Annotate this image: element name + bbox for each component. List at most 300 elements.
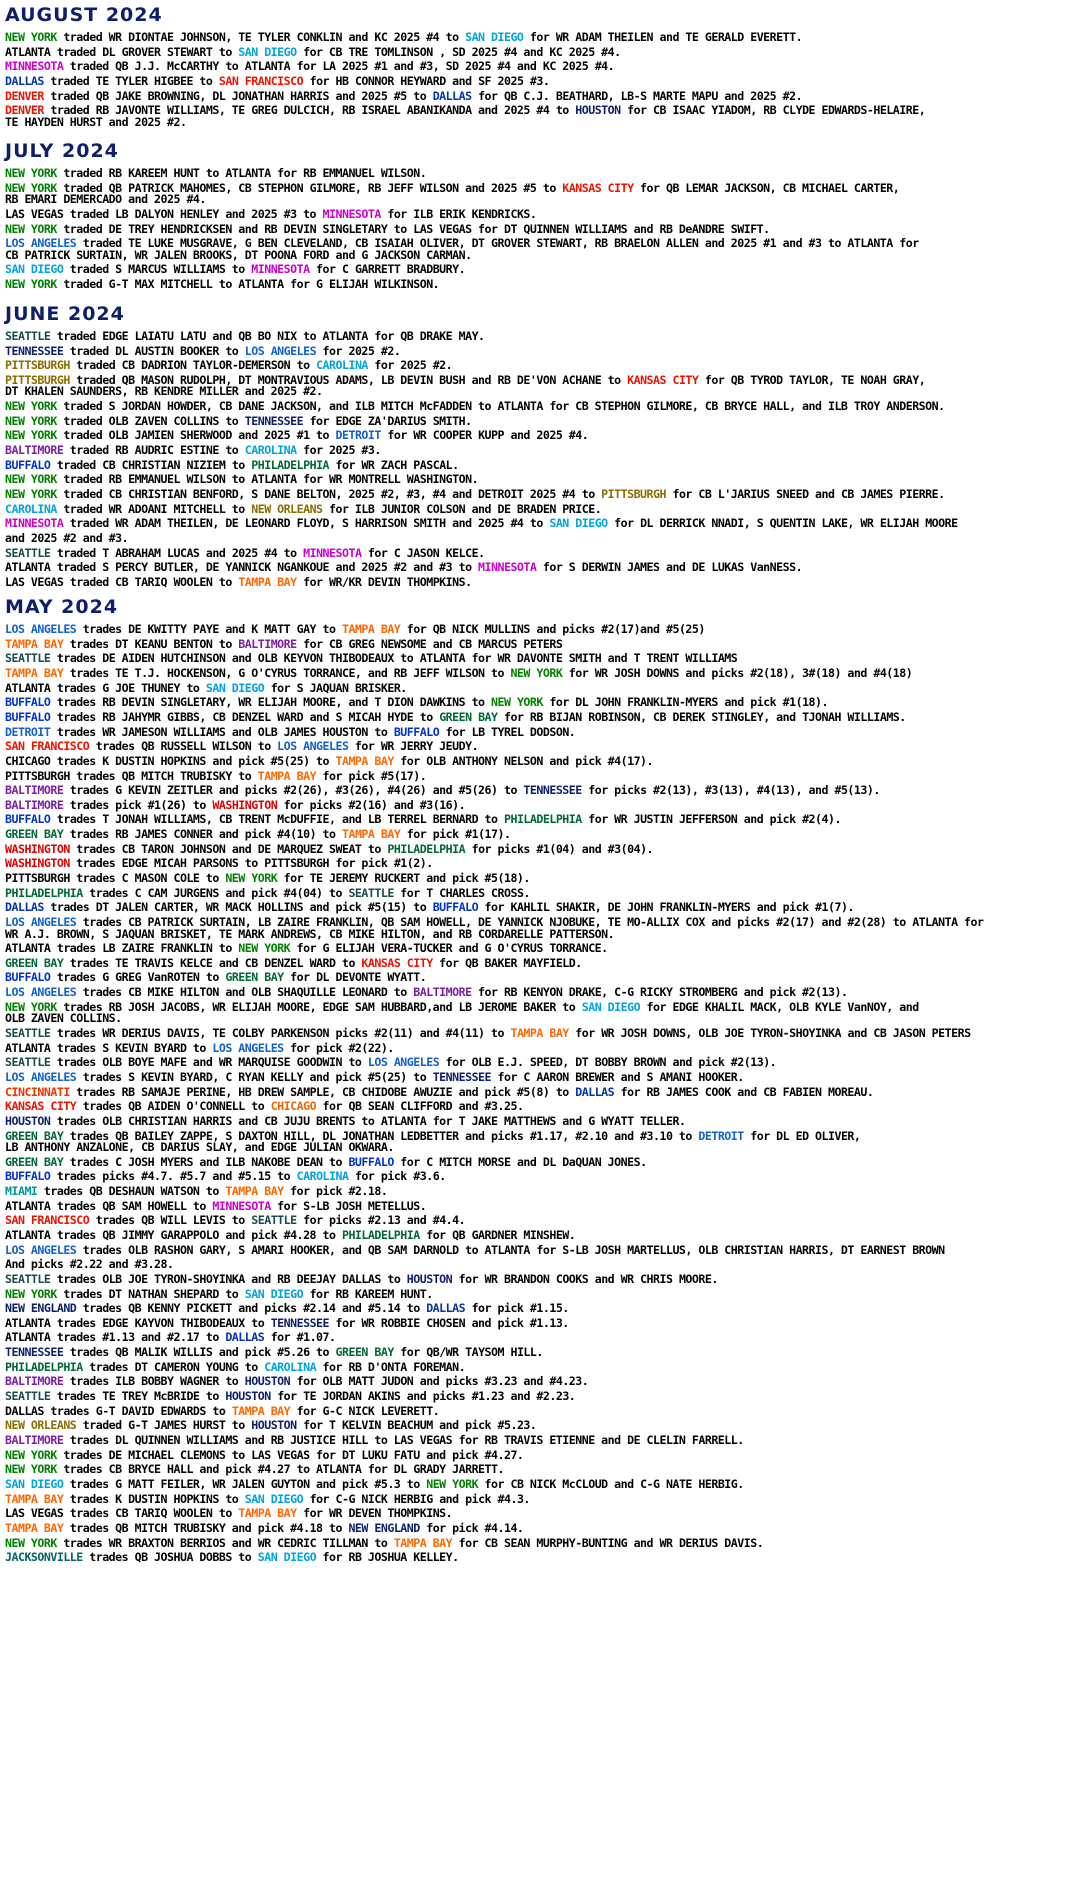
trade-text: trades RB DEVIN SINGLETARY, WR ELIJAH MOORE, and T DION DAWKINS to [50,695,492,710]
trade-entry [5,1229,1071,1242]
team-name: TAMPA BAY [238,574,297,589]
trade-text: trades G GREG VanROTEN to [50,970,226,985]
team-name: SEATTLE [251,1213,297,1228]
trade-entry [5,415,1071,428]
team-name: TAMPA BAY [5,1520,64,1535]
team-name: SAN DIEGO [257,1550,317,1565]
trade-text: ATLANTA trades QB JIMMY GARAPPOLO and pick #4.28 to [5,1227,342,1242]
trade-text: for RB KAREEM HUNT. [303,1286,433,1301]
team-name: NEW YORK [5,999,57,1014]
team-name: SEATTLE [348,885,394,900]
trade-text: for QB C.J. BEATHARD, LB-S MARTE MAPU and 2025 #2. [471,88,803,103]
trade-entry [5,167,1071,180]
trade-text: for pick #2(22). [283,1040,394,1055]
trade-text: OLB ZAVEN COLLINS. [5,1011,122,1026]
team-name: NEW YORK [491,695,543,710]
team-name: DALLAS [432,88,472,103]
trade-entry [5,1551,1071,1564]
trade-text: LAS VEGAS traded CB TARIQ WOOLEN to [5,574,239,589]
trade-text: for WR COOPER KUPP and 2025 #4. [380,428,589,443]
trade-text: for G ELIJAH VERA-TUCKER and G O'CYRUS TORRANCE. [290,941,608,956]
team-name: NEW YORK [5,472,57,487]
team-name: TAMPA BAY [5,665,64,680]
trade-entry [5,1375,1071,1388]
section-heading: JUNE 2024 [5,303,125,325]
trade-entry [5,957,1071,970]
trade-text: trades CB BRYCE HALL and pick #4.27 to ATLANTA for DL GRADY JARRETT. [56,1462,504,1477]
team-name: PITTSBURGH [5,358,70,373]
trade-entry [5,828,1071,841]
team-name: DETROIT [698,1128,744,1143]
trade-entry [5,60,1071,73]
team-name: SAN DIEGO [244,1286,304,1301]
trade-text: trades ILB BOBBY WAGNER to [63,1374,245,1389]
trade-text: traded WR ADOANI MITCHELL to [56,501,252,516]
team-name: NEW ORLEANS [251,501,323,516]
trade-entry-continuation [5,1141,1071,1154]
team-name: NEW YORK [238,941,291,956]
team-name: PITTSBURGH [601,487,666,501]
trade-text: trades OLB BOYE MAFE and WR MARQUISE GOODWIN to [50,1055,368,1070]
trade-text: for CB ISAAC YIADOM, RB CLYDE EDWARDS-HELAIRE, [620,103,926,118]
trade-text: trades DE AIDEN HUTCHINSON and OLB KEYVON THIBODEAUX to ATLANTA for WR DAVONTE SMITH and T TRENT WILLIAMS [50,651,738,666]
team-name: BALTIMORE [5,783,64,798]
team-name: SAN FRANCISCO [5,1213,90,1228]
team-name: DENVER [5,88,44,103]
trade-text: ATLANTA trades G JOE THUNEY to [5,680,206,695]
team-name: PHILADELPHIA [387,841,466,856]
trade-text: trades TE TRAVIS KELCE and CB DENZEL WARD to [63,955,362,970]
trade-text: for CB NICK McCLOUD and C-G NATE HERBIG. [478,1476,744,1491]
trade-entry [5,1507,1071,1520]
team-name: MINNESOTA [251,262,310,277]
trade-text: trades CB PATRICK SURTAIN, LB ZAIRE FRANKLIN, QB SAM HOWELL, DE YANNICK NJOBUKE, TE MO-ALLIX COX and picks #2(17) and #2(28) to ATLANTA for [76,915,984,929]
trade-text: trades C JOSH MYERS and ILB NAKOBE DEAN to [63,1154,349,1169]
trade-text: for ILB JUNIOR COLSON and DE BRADEN PRICE. [322,501,602,516]
team-name: TAMPA BAY [257,768,317,783]
trade-text: trades EDGE MICAH PARSONS to PITTSBURGH for pick #1(2). [69,856,433,871]
trade-entry [5,1434,1071,1447]
trade-entry [5,901,1071,914]
trade-entry [5,1537,1071,1550]
trade-text: ATLANTA trades QB SAM HOWELL to [5,1198,213,1213]
team-name: TAMPA BAY [510,1025,569,1040]
trade-entry [5,1419,1071,1432]
trade-entry [5,345,1071,358]
trade-text: traded QB PATRICK MAHOMES, CB STEPHON GILMORE, RB JEFF WILSON and 2025 #5 to [56,180,563,195]
trade-entry [5,503,1071,516]
trade-text: ATLANTA traded S PERCY BUTLER, DE YANNICK NGANKOUE and 2025 #2 and #3 to [5,560,479,575]
team-name: PITTSBURGH [5,372,70,387]
trade-entry [5,444,1071,457]
team-name: GREEN BAY [5,1154,64,1169]
trade-text: for S-LB JOSH METELLUS. [270,1198,427,1213]
team-name: WASHINGTON [5,841,70,856]
team-name: CINCINNATI [5,1084,70,1099]
team-name: NEW YORK [5,1535,57,1550]
trade-entry [5,1331,1071,1344]
team-name: SEATTLE [5,651,51,666]
trade-text: for picks #2.13 and #4.4. [296,1213,466,1228]
trade-text: for OLB MATT JUDON and picks #3.23 and #4.23. [290,1374,589,1389]
trade-text: for G-C NICK LEVERETT. [290,1403,440,1418]
trade-text: trades RB JOSH JACOBS, WR ELIJAH MOORE, EDGE SAM HUBBARD,and LB JEROME BAKER to [56,999,582,1014]
trade-text: for WR DEVEN THOMPKINS. [296,1506,453,1521]
team-name: LOS ANGELES [5,622,77,636]
trade-text: trades RB SAMAJE PERINE, HB DREW SAMPLE, CB CHIDOBE AWUZIE and pick #5(8) to [69,1084,576,1099]
trade-text: ATLANTA trades EDGE KAYVON THIBODEAUX to [5,1315,271,1330]
trade-entry [5,711,1071,724]
trade-entry [5,623,1071,636]
trade-entry [5,223,1071,236]
trade-text: trades G MATT FEILER, WR JALEN GUYTON and pick #5.3 to [63,1476,427,1491]
trade-entry [5,813,1071,826]
trade-text: for TE JEREMY RUCKERT and pick #5(18). [277,871,530,885]
trade-text: for 2025 #2. [316,343,401,358]
trade-text: trades WR DERIUS DAVIS, TE COLBY PARKENSON picks #2(11) and #4(11) to [50,1025,511,1040]
trade-entry [5,75,1071,88]
trade-text: trades QB MALIK WILLIS and pick #5.26 to [63,1345,336,1360]
trade-text: for picks #1(04) and #3(04). [465,841,654,856]
trade-text: trades DT CAMERON YOUNG to [82,1359,265,1374]
team-name: LOS ANGELES [244,343,317,358]
section-heading: MAY 2024 [5,596,119,618]
trade-entry [5,784,1071,797]
team-name: MINNESOTA [478,560,537,575]
team-name: TAMPA BAY [238,1506,297,1521]
team-name: NEW YORK [5,276,57,291]
team-name: BALTIMORE [5,443,64,457]
trade-text: traded DL AUSTIN BOOKER to [63,343,245,358]
trade-text: traded RB AUDRIC ESTINE to [63,443,245,457]
trade-text: for QB SEAN CLIFFORD and #3.25. [316,1099,524,1114]
trade-text: for 2025 #3. [296,443,381,457]
trade-text: for KAHLIL SHAKIR, DE JOHN FRANKLIN-MYERS and pick #1(7). [478,900,854,915]
team-name: MINNESOTA [5,516,64,531]
trade-text: trades QB DESHAUN WATSON to [37,1183,226,1198]
trade-text: for OLB ANTHONY NELSON and pick #4(17). [393,753,654,768]
trade-entry [5,459,1071,472]
trade-text: for QB GARDNER MINSHEW. [419,1227,576,1242]
trade-text: traded S MARCUS WILLIAMS to [63,262,252,277]
trade-text: for HB CONNOR HEYWARD and SF 2025 #3. [303,74,550,88]
team-name: SAN DIEGO [244,1491,304,1506]
trade-text: traded OLB JAMIEN SHERWOOD and 2025 #1 to [56,428,336,443]
team-name: BUFFALO [5,1169,51,1184]
trade-entry [5,770,1071,783]
trade-entry [5,696,1071,709]
team-name: SAN DIEGO [549,516,608,531]
trade-text: trades QB MITCH TRUBISKY and pick #4.18 to [63,1520,349,1535]
team-name: MINNESOTA [303,545,362,560]
trade-text: WR A.J. BROWN, S JAQUAN BRISKET, TE MARK ANDREWS, CB MIKE HILTON, and RB CORDARELLE PATTERSON. [5,926,615,941]
trade-text: for DL ED OLIVER, [743,1128,861,1143]
trade-entry [5,359,1071,372]
team-name: TENNESSEE [5,1345,64,1360]
trade-entry [5,887,1071,900]
trade-entry [5,31,1071,44]
trade-text: for CB GREG NEWSOME and CB MARCUS PETERS [296,636,563,651]
trade-text: for S JAQUAN BRISKER. [264,680,407,695]
trade-entry-continuation [5,385,1071,398]
trade-text: for QB LEMAR JACKSON, CB MICHAEL CARTER, [633,180,900,195]
trade-text: trades DT NATHAN SHEPARD to [56,1286,245,1301]
trade-entry-continuation [5,1012,1071,1025]
trade-text: trades DE KWITTY PAYE and K MATT GAY to [76,622,342,636]
trade-text: for TE JORDAN AKINS and picks #1.23 and #2.23. [270,1389,576,1403]
trade-entry [5,1522,1071,1535]
team-name: SAN DIEGO [5,1476,64,1491]
team-name: TAMPA BAY [225,1183,284,1198]
trade-text: trades DL QUINNEN WILLIAMS and RB JUSTICE HILL to LAS VEGAS for RB TRAVIS ETIENNE and DE CLELIN FARRELL. [63,1433,744,1447]
trade-text: for RB JAMES COOK and CB FABIEN MOREAU. [614,1084,874,1099]
trade-entry-continuation [5,116,1071,129]
trade-text: traded CB CHRISTIAN NIZIEM to [50,457,252,472]
trade-text: traded TE TYLER HIGBEE to [43,74,219,88]
trade-text: for WR ZACH PASCAL. [329,457,459,472]
team-name: BUFFALO [5,709,51,724]
trade-entry [5,263,1071,276]
team-name: CAROLINA [264,1359,317,1374]
trade-entry [5,1086,1071,1099]
trade-text: for WR JERRY JEUDY. [348,739,479,754]
section-heading: AUGUST 2024 [5,4,163,26]
trade-text: traded S JORDAN HOWDER, CB DANE JACKSON, and ILB MITCH McFADDEN to ATLANTA for CB STEPHON GILMORE, CB BRYCE HALL, and ILB TROY ANDERSON. [56,399,945,414]
team-name: LOS ANGELES [367,1055,440,1070]
trade-text: for pick #1(17). [400,827,511,842]
trade-text: trades QB BAILEY ZAPPE, S DAXTON HILL, DL JONATHAN LEDBETTER and picks #1.17, #2.10 and #3.10 to [63,1128,699,1143]
trade-entry [5,1200,1071,1213]
trade-text: traded DE TREY HENDRICKSEN and RB DEVIN SINGLETARY to LAS VEGAS for DT QUINNEN WILLIAMS and RB DeANDRE SWIFT. [56,221,770,236]
team-name: SEATTLE [5,545,51,560]
team-name: BALTIMORE [5,1374,64,1389]
trade-entry [5,429,1071,442]
trade-entry [5,1056,1071,1069]
trade-text: CHICAGO trades K DUSTIN HOPKINS and pick #5(25) to [5,753,336,768]
team-name: DALLAS [575,1084,615,1099]
trade-entry [5,1288,1071,1301]
trade-text: trades QB KENNY PICKETT and picks #2.14 and #5.14 to [76,1301,427,1316]
trade-text: trades T JONAH WILLIAMS, CB TRENT McDUFFIE, and LB TERREL BERNARD to [50,812,504,827]
trade-text: traded QB JAKE BROWNING, DL JONATHAN HARRIS and 2025 #5 to [43,88,433,103]
trade-entry [5,1115,1071,1128]
team-name: SAN DIEGO [238,44,297,59]
team-name: CAROLINA [5,501,57,516]
trade-text: traded OLB ZAVEN COLLINS to [56,413,245,428]
team-name: PHILADELPHIA [5,1359,83,1374]
trade-entry [5,1258,1071,1271]
trade-text: trades DE MICHAEL CLEMONS to LAS VEGAS for DT LUKU FATU and pick #4.27. [56,1447,524,1462]
trade-text: trades QB JOSHUA DOBBS to [82,1550,258,1565]
team-name: KANSAS CITY [562,180,634,195]
team-name: BALTIMORE [238,636,297,651]
trade-text: traded CB CHRISTIAN BENFORD, S DANE BELTON, 2025 #2, #3, #4 and DETROIT 2025 #4 to [56,487,602,501]
trade-text: for C GARRETT BRADBURY. [309,262,466,277]
trade-text: DT KHALEN SAUNDERS, RB KENDRE MILLER and 2025 #2. [5,384,323,399]
trade-entry [5,488,1071,501]
team-name: NEW YORK [5,413,57,428]
trade-text: for QB BAKER MAYFIELD. [432,955,582,970]
team-name: HOUSTON [225,1389,271,1403]
team-name: CAROLINA [244,443,297,457]
trade-entry [5,1185,1071,1198]
trade-entry [5,1302,1071,1315]
trade-text: for picks #2(13), #3(13), #4(13), and #5(13). [581,783,880,798]
team-name: PHILADELPHIA [341,1227,420,1242]
team-name: GREEN BAY [5,955,64,970]
trade-text: for DL DERRICK NNADI, S QUENTIN LAKE, WR ELIJAH MOORE [607,516,958,531]
trade-entry [5,843,1071,856]
trade-text: traded QB J.J. McCARTHY to ATLANTA for LA 2025 #1 and #3, SD 2025 #4 and KC 2025 #4. [63,59,615,74]
team-name: SEATTLE [5,1389,51,1403]
team-name: KANSAS CITY [5,1099,77,1114]
trade-text: for CB TRE TOMLINSON , SD 2025 #4 and KC 2025 #4. [296,44,621,59]
trade-entry [5,90,1071,103]
trade-entry [5,740,1071,753]
trade-text: for EDGE KHALIL MACK, OLB KYLE VanNOY, and [640,999,919,1014]
team-name: LOS ANGELES [277,739,349,754]
trade-text: trades CB TARON JOHNSON and DE MARQUEZ SWEAT to [69,841,388,856]
trade-text: for RB BIJAN ROBINSON, CB DEREK STINGLEY, and TJONAH WILLIAMS. [497,709,906,724]
trade-text: for ILB ERIK KENDRICKS. [380,206,537,221]
trade-text: traded RB EMMANUEL WILSON to ATLANTA for WR MONTRELL WASHINGTON. [56,472,479,487]
team-name: NEW YORK [5,1286,57,1301]
team-name: MINNESOTA [322,206,381,221]
team-name: GREEN BAY [335,1345,394,1360]
trade-text: for WR ADAM THEILEN and TE GERALD EVERETT. [523,30,803,44]
trade-text: for WR JUSTIN JEFFERSON and pick #2(4). [581,812,841,827]
trade-text: trades picks #4.7. #5.7 and #5.15 to [50,1169,297,1184]
trade-text: LAS VEGAS trades CB TARIQ WOOLEN to [5,1506,239,1521]
team-name: HOUSTON [244,1374,291,1389]
team-name: NEW ORLEANS [5,1418,77,1433]
trade-text: DALLAS trades G-T DAVID EDWARDS to [5,1403,232,1418]
trade-entry [5,1463,1071,1476]
trade-text: for DL DEVONTE WYATT. [283,970,427,985]
trade-text: trades WR BRAXTON BERRIOS and WR CEDRIC TILLMAN to [56,1535,394,1550]
team-name: WASHINGTON [212,797,278,812]
team-name: NEW YORK [5,166,57,180]
team-name: LOS ANGELES [5,1242,77,1257]
trade-text: trades C CAM JURGENS and pick #4(04) to [82,885,349,900]
team-name: DALLAS [225,1330,265,1345]
team-name: LOS ANGELES [212,1040,284,1055]
trade-entry [5,1478,1071,1491]
trade-entry [5,1449,1071,1462]
trade-text: trades TE TREY McBRIDE to [50,1389,226,1403]
trade-entry [5,682,1071,695]
trade-text: for OLB E.J. SPEED, DT BOBBY BROWN and pick #2(13). [439,1055,777,1070]
trade-entry [5,532,1071,545]
trade-entry [5,561,1071,574]
team-name: SEATTLE [5,329,51,343]
team-name: HOUSTON [406,1271,453,1286]
trade-text: RB EMARI DEMERCADO and 2025 #4. [5,192,206,207]
trade-entry [5,1244,1071,1257]
trade-text: LB ANTHONY ANZALONE, CB DARIUS SLAY, and EDGE JULIAN OKWARA. [5,1140,394,1154]
trade-text: trades QB AIDEN O'CONNELL to [76,1099,271,1114]
trade-entry [5,986,1071,999]
trade-text: for pick #4.14. [419,1520,524,1535]
team-name: BUFFALO [5,695,51,710]
trade-text: traded G-T MAX MITCHELL to ATLANTA for G ELIJAH WILKINSON. [56,276,440,291]
trade-text: LAS VEGAS traded LB DALYON HENLEY and 2025 #3 to [5,206,323,221]
team-name: NEW YORK [5,428,57,443]
team-name: TAMPA BAY [5,1491,64,1506]
trade-entry-continuation [5,928,1071,941]
trade-text: trades DT KEANU BENTON to [63,636,239,651]
trade-text: for WR BRANDON COOKS and WR CHRIS MOORE. [452,1271,718,1286]
team-name: SAN FRANCISCO [218,74,304,88]
trade-text: for WR/KR DEVIN THOMPKINS. [296,574,472,589]
team-name: TAMPA BAY [335,753,394,768]
team-name: NEW YORK [5,221,57,236]
trade-text: trades K DUSTIN HOPKINS to [63,1491,245,1506]
team-name: GREEN BAY [225,970,284,985]
team-name: NEW YORK [426,1476,479,1491]
trade-text: trades CB MIKE HILTON and OLB SHAQUILLE LEONARD to [76,985,414,1000]
trade-text: for DL JOHN FRANKLIN-MYERS and pick #1(18). [542,695,828,710]
team-name: BUFFALO [432,900,479,915]
team-name: TAMPA BAY [5,636,64,651]
team-name: KANSAS CITY [627,372,699,387]
trade-text: traded RB JAVONTE WILLIAMS, TE GREG DULCICH, RB ISRAEL ABANIKANDA and 2025 #4 to [43,103,576,118]
trade-text: traded TE LUKE MUSGRAVE, G BEN CLEVELAND, CB ISAIAH OLIVER, DT GROVER STEWART, RB BRAELON ALLEN and 2025 #1 and #3 to ATLANTA for [76,236,919,251]
trade-text: trades S KEVIN BYARD, C RYAN KELLY and pick #5(25) to [76,1069,433,1084]
team-name: DETROIT [5,724,51,739]
trade-text: traded CB DADRION TAYLOR-DEMERSON to [69,358,317,373]
team-name: NEW YORK [5,399,57,414]
trade-text: trades G KEVIN ZEITLER and picks #2(26), #3(26), #4(26) and #5(26) to [63,783,524,798]
team-name: MINNESOTA [212,1198,271,1213]
team-name: TENNESSEE [432,1069,492,1084]
team-name: BUFFALO [5,812,51,827]
trade-text: for QB NICK MULLINS and picks #2(17)and #5(25) [400,622,705,636]
team-name: DETROIT [335,428,381,443]
trade-text: ATLANTA trades #1.13 and #2.17 to [5,1330,226,1345]
trade-text: ATLANTA trades LB ZAIRE FRANKLIN to [5,941,239,956]
trade-entry [5,517,1071,530]
trade-text: TE HAYDEN HURST and 2025 #2. [5,114,187,129]
team-name: TAMPA BAY [341,622,401,636]
team-name: CHICAGO [270,1099,317,1114]
team-name: BUFFALO [348,1154,394,1169]
trade-text: traded WR DIONTAE JOHNSON, TE TYLER CONKLIN and KC 2025 #4 to [56,30,466,44]
team-name: TAMPA BAY [393,1535,453,1550]
team-name: NEW YORK [5,487,57,501]
team-name: NEW ENGLAND [348,1520,420,1535]
trade-text: trades DT JALEN CARTER, WR MACK HOLLINS and pick #5(15) to [43,900,433,915]
trade-text: for LB TYREL DODSON. [439,724,576,739]
trade-entry [5,755,1071,768]
trade-text: traded EDGE LAIATU LATU and QB BO NIX to ATLANTA for QB DRAKE MAY. [50,329,485,343]
team-name: NEW YORK [5,1462,57,1477]
trade-text: for C-G NICK HERBIG and pick #4.3. [303,1491,530,1506]
trade-entry [5,942,1071,955]
trade-text: CB PATRICK SURTAIN, WR JALEN BROOKS, DT POONA FORD and G JACKSON CARMAN. [5,247,472,262]
trade-text: traded WR ADAM THEILEN, DE LEONARD FLOYD, S HARRISON SMITH and 2025 #4 to [63,516,550,531]
trade-text: trades RB JAHYMR GIBBS, CB DENZEL WARD and S MICAH HYDE to [50,709,440,724]
trade-entry [5,1390,1071,1403]
trade-entry [5,1317,1071,1330]
trade-text: trades OLB JOE TYRON-SHOYINKA and RB DEEJAY DALLAS to [50,1271,407,1286]
trade-text: for EDGE ZA'DARIUS SMITH. [303,413,472,428]
trade-text: trades OLB RASHON GARY, S AMARI HOOKER, and QB SAM DARNOLD to ATLANTA for S-LB JOSH MARTELLUS, OLB CHRISTIAN HARRIS, DT EARNEST BROWN [76,1242,945,1257]
trade-entry [5,547,1071,560]
trade-text: for RB KENYON DRAKE, C-G RICKY STROMBERG and pick #2(13). [471,985,848,1000]
trade-entry-continuation [5,249,1071,262]
trade-text: for RB JOSHUA KELLEY. [316,1550,459,1565]
